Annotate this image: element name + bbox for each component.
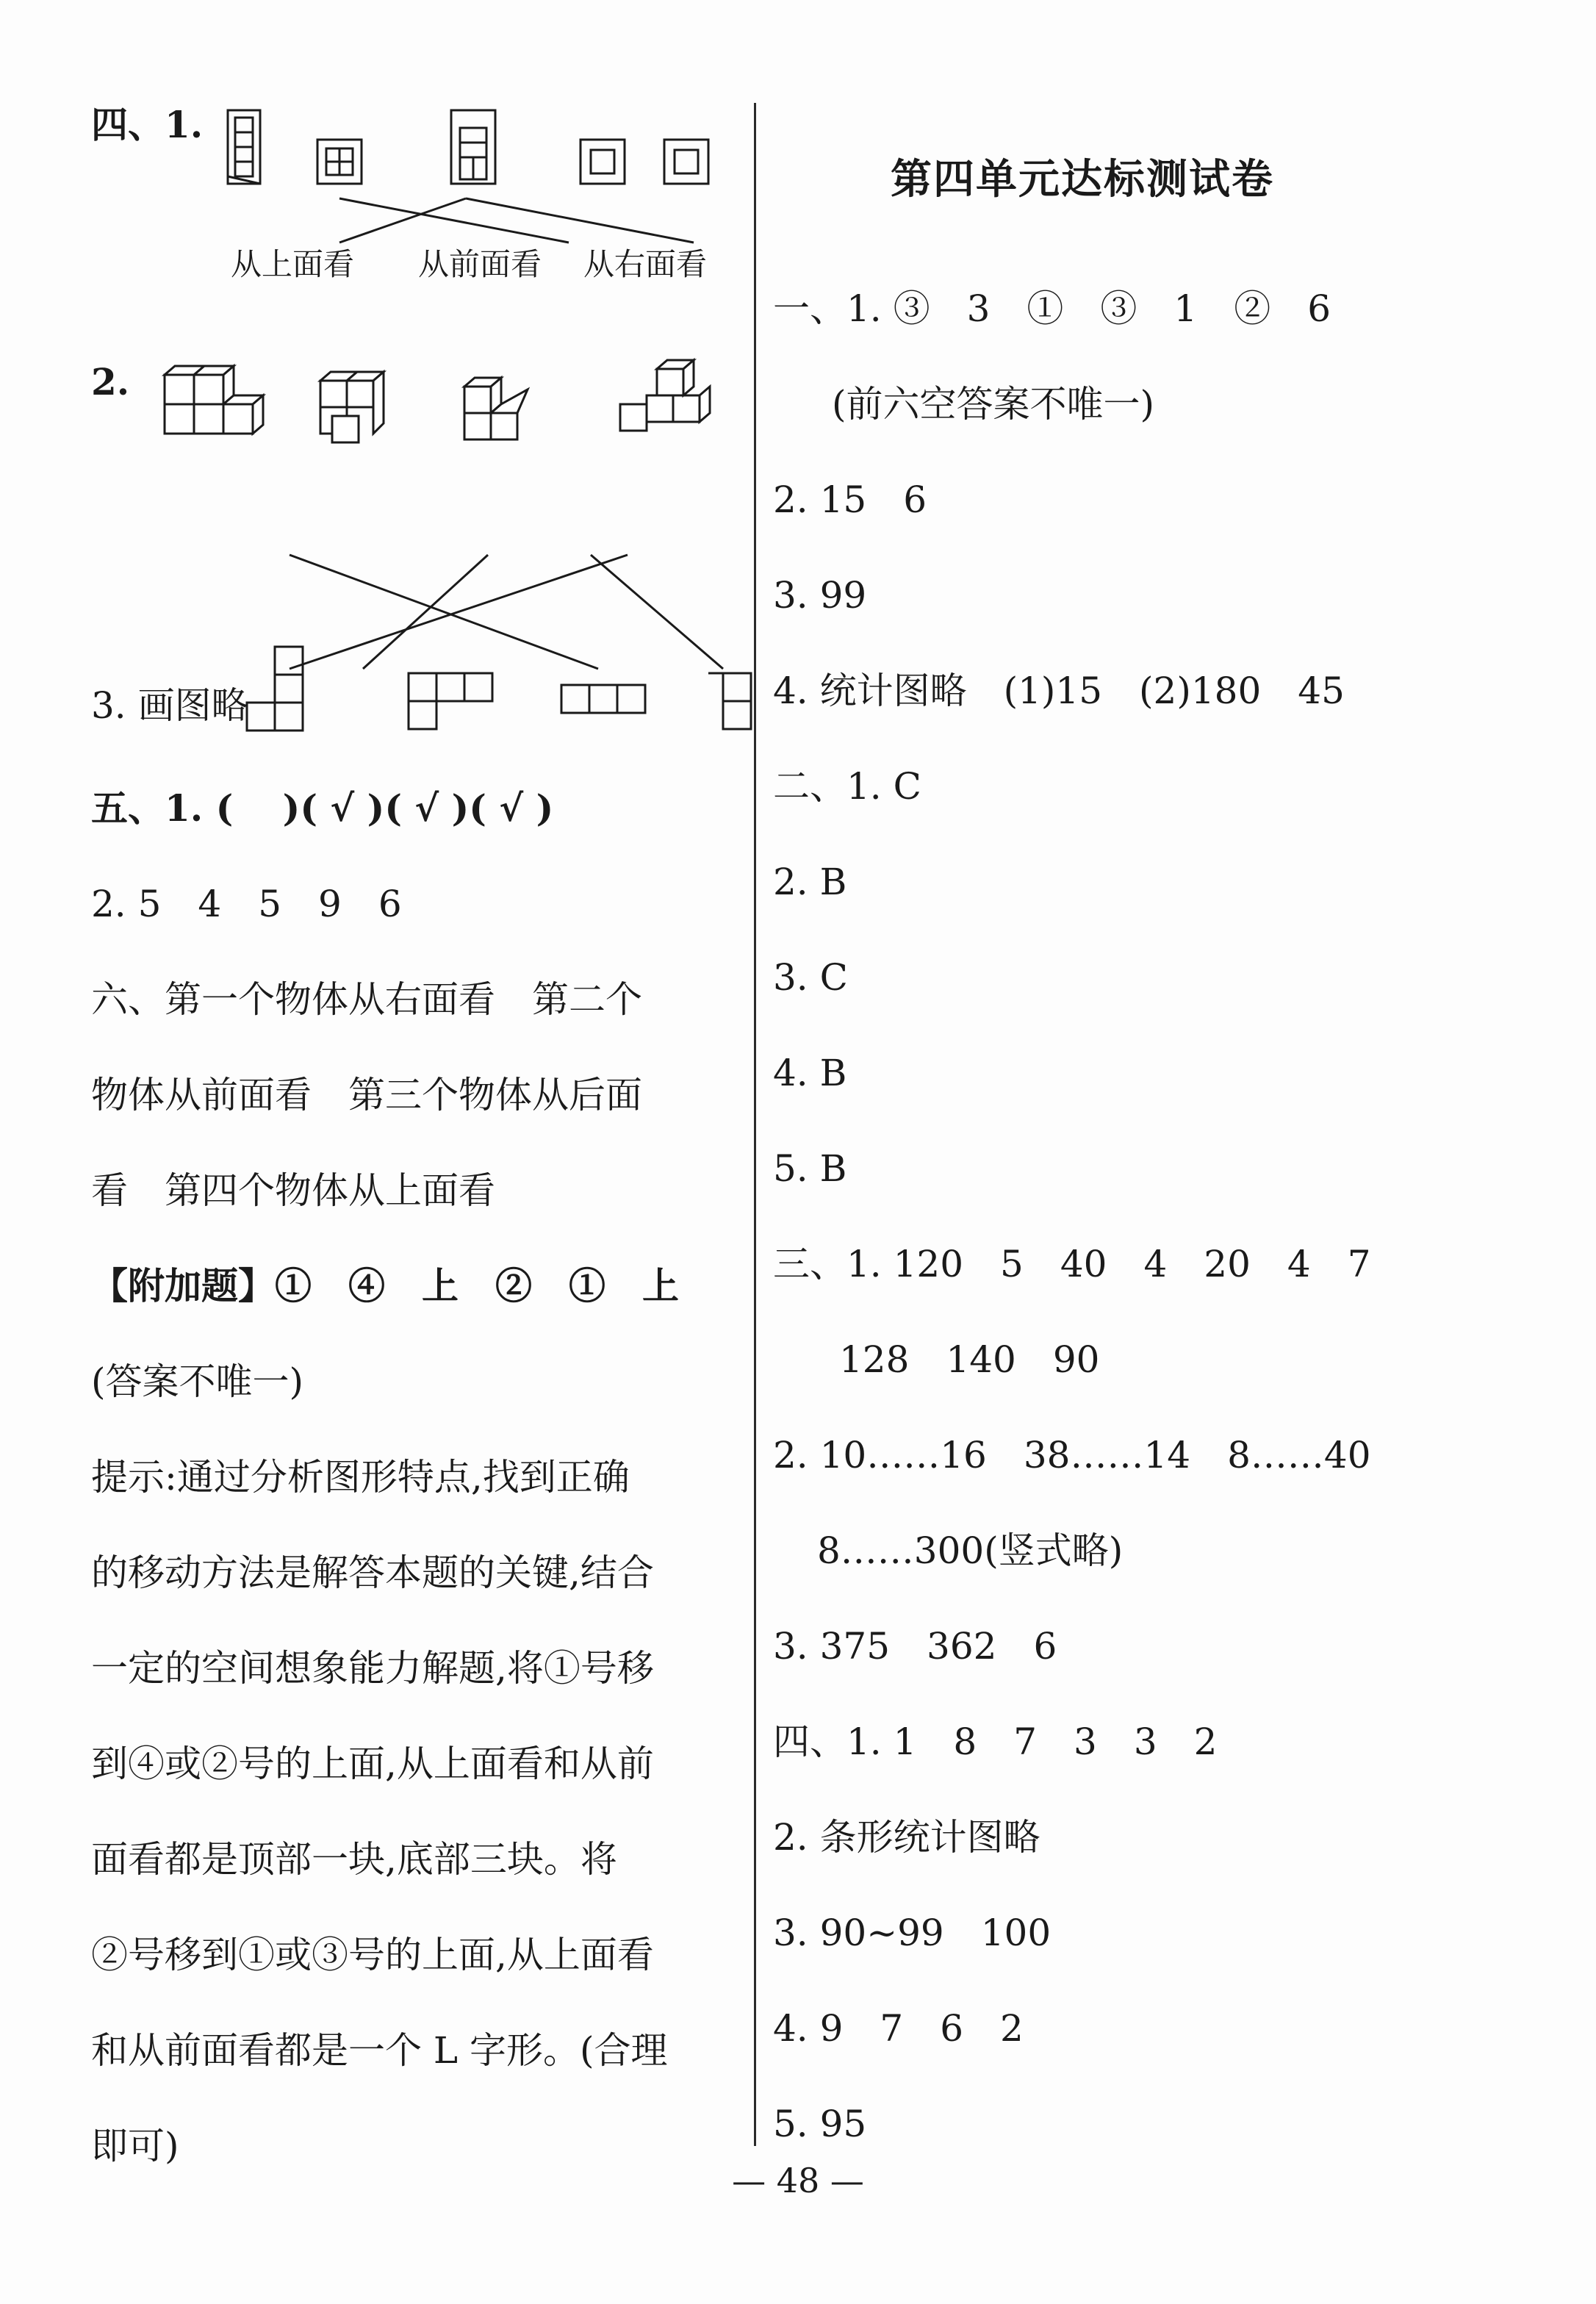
view-label-top: 从上面看 [231, 246, 355, 282]
q5-2-text: 2. 5 4 5 9 6 [91, 883, 402, 925]
right-line-10: 5. B [773, 1147, 847, 1190]
right-line-20: 5. 95 [773, 2103, 867, 2145]
right-line-19: 4. 9 7 6 2 [773, 2007, 1024, 2050]
view-shape-4 [708, 673, 751, 729]
q4-2-label: 2. [91, 360, 130, 403]
square-figure-a [580, 140, 625, 184]
hint-line-5: 面看都是顶部一块,底部三块。将 [91, 1838, 617, 1881]
right-line-5: 4. 统计图略 (1)15 (2)180 45 [773, 670, 1345, 712]
right-line-11: 三、1. 120 5 40 4 20 4 7 [773, 1243, 1371, 1285]
cube-figure-4 [620, 360, 710, 431]
right-line-6: 二、1. C [773, 765, 921, 808]
right-line-18: 3. 90~99 100 [773, 1912, 1052, 1954]
stacked-front-figure [451, 110, 495, 184]
page-number: — 48 — [732, 2161, 864, 2200]
cube-figure-2 [320, 372, 384, 442]
right-line-2: (前六空答案不唯一) [832, 383, 1155, 426]
cube-figure-1 [165, 366, 263, 434]
hint-line-4: 到④或②号的上面,从上面看和从前 [91, 1743, 654, 1785]
right-line-12: 128 140 90 [839, 1338, 1100, 1381]
grid-square-figure [317, 140, 362, 184]
column-divider [754, 103, 756, 2146]
q5-1-text: 五、1. ( )( √ )( √ )( √ ) [91, 786, 554, 830]
q4-2-figures [150, 345, 738, 728]
q6-line-3: 看 第四个物体从上面看 [91, 1169, 495, 1212]
right-line-9: 4. B [773, 1052, 847, 1094]
hint-line-8: 即可) [91, 2125, 179, 2167]
hint-line-1: 提示:通过分析图形特点,找到正确 [91, 1456, 630, 1499]
right-line-17: 2. 条形统计图略 [773, 1816, 1040, 1859]
q4-3-text: 3. 画图略 [91, 684, 248, 727]
view-shape-2 [409, 673, 492, 729]
view-label-front: 从前面看 [418, 246, 542, 282]
view-shape-1 [247, 647, 303, 731]
right-line-16: 四、1. 1 8 7 3 3 2 [773, 1720, 1218, 1763]
right-line-15: 3. 375 362 6 [773, 1625, 1057, 1668]
hint-line-7: 和从前面看都是一个 L 字形。(合理 [91, 2029, 668, 2072]
right-line-4: 3. 99 [773, 574, 867, 617]
q6-line-2: 物体从前面看 第三个物体从后面 [91, 1074, 642, 1116]
view-label-right: 从右面看 [583, 246, 708, 282]
right-line-7: 2. B [773, 861, 847, 903]
hint-line-3: 一定的空间想象能力解题,将①号移 [91, 1647, 654, 1690]
right-line-13: 2. 10……16 38……14 8……40 [773, 1434, 1371, 1476]
square-figure-b [664, 140, 708, 184]
extra-line-1: 【附加题】① ④ 上 ② ① 上 [91, 1264, 679, 1307]
right-line-1: 一、1. ③ 3 ① ③ 1 ② 6 [773, 287, 1331, 330]
extra-line-2: (答案不唯一) [91, 1360, 304, 1403]
section-title: 第四单元达标测试卷 [891, 155, 1274, 204]
q4-1-label: 四、1. [91, 103, 204, 146]
right-line-14: 8……300(竖式略) [817, 1529, 1124, 1572]
right-line-8: 3. C [773, 956, 848, 999]
view-shape-3 [561, 685, 645, 713]
q6-line-1: 六、第一个物体从右面看 第二个 [91, 978, 642, 1021]
hint-line-2: 的移动方法是解答本题的关键,结合 [91, 1551, 654, 1594]
hint-line-6: ②号移到①或③号的上面,从上面看 [91, 1934, 654, 1976]
tall-stack-figure [228, 110, 260, 184]
right-line-3: 2. 15 6 [773, 478, 927, 521]
cube-figure-3 [464, 378, 528, 439]
